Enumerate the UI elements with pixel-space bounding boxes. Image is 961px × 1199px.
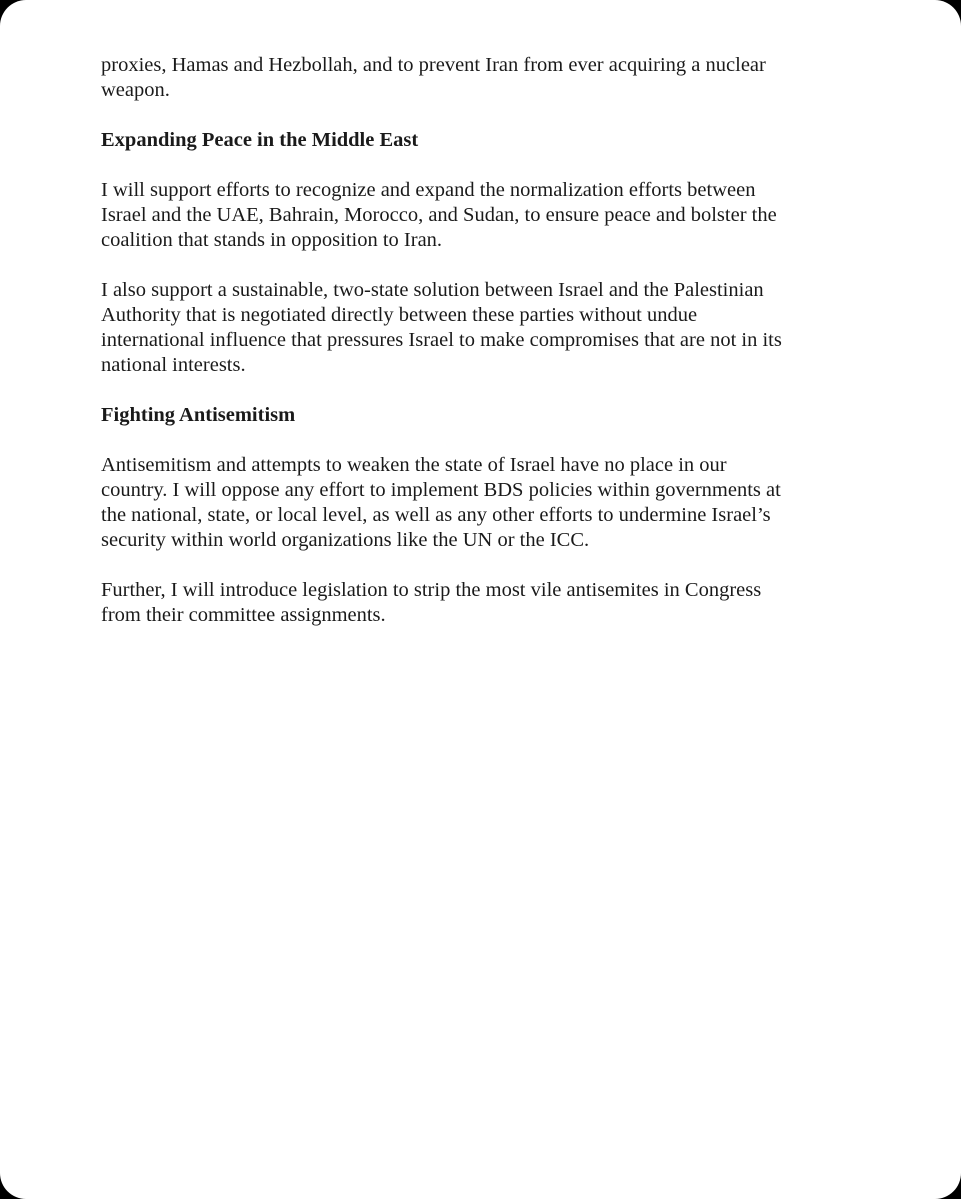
paragraph-proxies — [101, 53, 861, 103]
heading-fighting-antisemitism: Fighting Antisemitism — [101, 404, 296, 426]
document-body — [101, 53, 861, 653]
paragraph-bds — [101, 453, 861, 553]
text-line: Further, I will introduce legislation to strip the most vile antisemites in Congress — [101, 579, 762, 601]
text-line: international influence that pressures Israel to make compromises that are not in its — [101, 329, 782, 351]
text-line: Antisemitism and attempts to weaken the state of Israel have no place in our — [101, 454, 727, 476]
text-line: Israel and the UAE, Bahrain, Morocco, and Sudan, to ensure peace and bolster the — [101, 204, 777, 226]
text-line: security within world organizations like the UN or the ICC. — [101, 529, 590, 551]
text-line: proxies, Hamas and Hezbollah, and to prevent Iran from ever acquiring a nuclear — [101, 54, 766, 76]
text-line: weapon. — [101, 79, 170, 101]
paragraph-normalization — [101, 178, 861, 253]
text-line: country. I will oppose any effort to implement BDS policies within governments at — [101, 479, 781, 501]
paragraph-legislation — [101, 578, 861, 628]
text-line: I also support a sustainable, two-state solution between Israel and the Palestinian — [101, 279, 764, 301]
text-line: national interests. — [101, 354, 246, 376]
text-line: Authority that is negotiated directly between these parties without undue — [101, 304, 698, 326]
text-line: I will support efforts to recognize and expand the normalization efforts between — [101, 179, 756, 201]
text-line: coalition that stands in opposition to Iran. — [101, 229, 443, 251]
heading-expanding-peace: Expanding Peace in the Middle East — [101, 129, 419, 151]
paragraph-two-state — [101, 278, 861, 378]
text-line: the national, state, or local level, as well as any other efforts to undermine Israel’s — [101, 504, 771, 526]
text-line: from their committee assignments. — [101, 604, 386, 626]
